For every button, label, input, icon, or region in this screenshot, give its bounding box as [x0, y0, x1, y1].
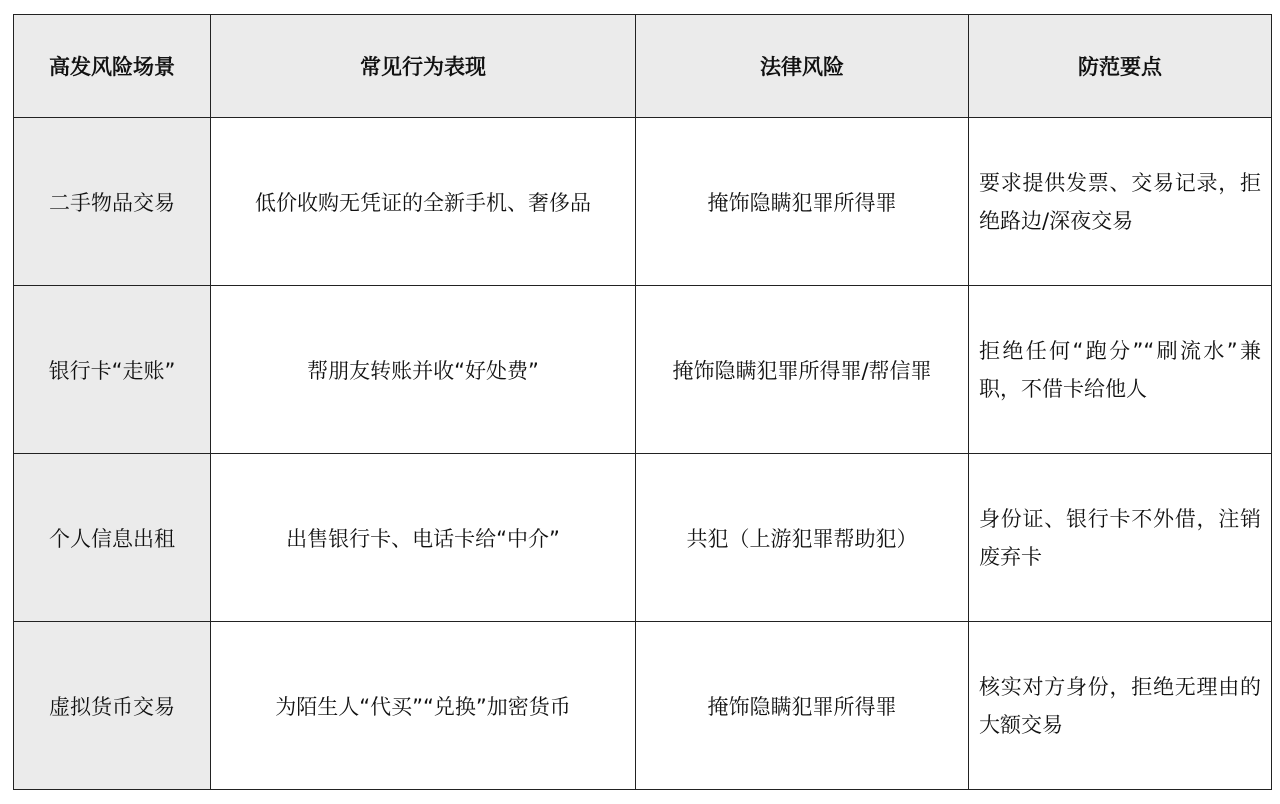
scene-cell: 虚拟货币交易 [14, 622, 211, 790]
legal-risk-cell: 掩饰隐瞒犯罪所得罪 [636, 118, 969, 286]
table-header [14, 15, 1272, 118]
prevention-text: 身份证、银行卡不外借，注销废弃卡 [979, 506, 1261, 569]
table-row [14, 622, 1272, 790]
behavior-cell: 低价收购无凭证的全新手机、奢侈品 [211, 118, 636, 286]
header-row [14, 15, 1272, 118]
legal-risk-cell: 掩饰隐瞒犯罪所得罪/帮信罪 [636, 286, 969, 454]
risk-table [13, 14, 1272, 790]
prevention-text: 核实对方身份，拒绝无理由的大额交易 [979, 674, 1261, 737]
prevention-cell [969, 454, 1272, 622]
prevention-text: 拒绝任何“跑分”“刷流水”兼职，不借卡给他人 [979, 338, 1261, 401]
table-body [14, 118, 1272, 790]
behavior-cell: 为陌生人“代买”“兑换”加密货币 [211, 622, 636, 790]
scene-cell: 二手物品交易 [14, 118, 211, 286]
prevention-cell [969, 622, 1272, 790]
scene-cell: 银行卡“走账” [14, 286, 211, 454]
prevention-cell [969, 118, 1272, 286]
legal-risk-cell: 共犯（上游犯罪帮助犯） [636, 454, 969, 622]
scene-cell: 个人信息出租 [14, 454, 211, 622]
table-row [14, 118, 1272, 286]
header-prevention: 防范要点 [969, 15, 1272, 118]
prevention-cell [969, 286, 1272, 454]
behavior-cell: 帮朋友转账并收“好处费” [211, 286, 636, 454]
prevention-text: 要求提供发票、交易记录，拒绝路边/深夜交易 [979, 170, 1261, 233]
behavior-cell: 出售银行卡、电话卡给“中介” [211, 454, 636, 622]
header-legal-risk: 法律风险 [636, 15, 969, 118]
table-row [14, 454, 1272, 622]
table-row [14, 286, 1272, 454]
header-scene: 高发风险场景 [14, 15, 211, 118]
header-behavior: 常见行为表现 [211, 15, 636, 118]
legal-risk-cell: 掩饰隐瞒犯罪所得罪 [636, 622, 969, 790]
